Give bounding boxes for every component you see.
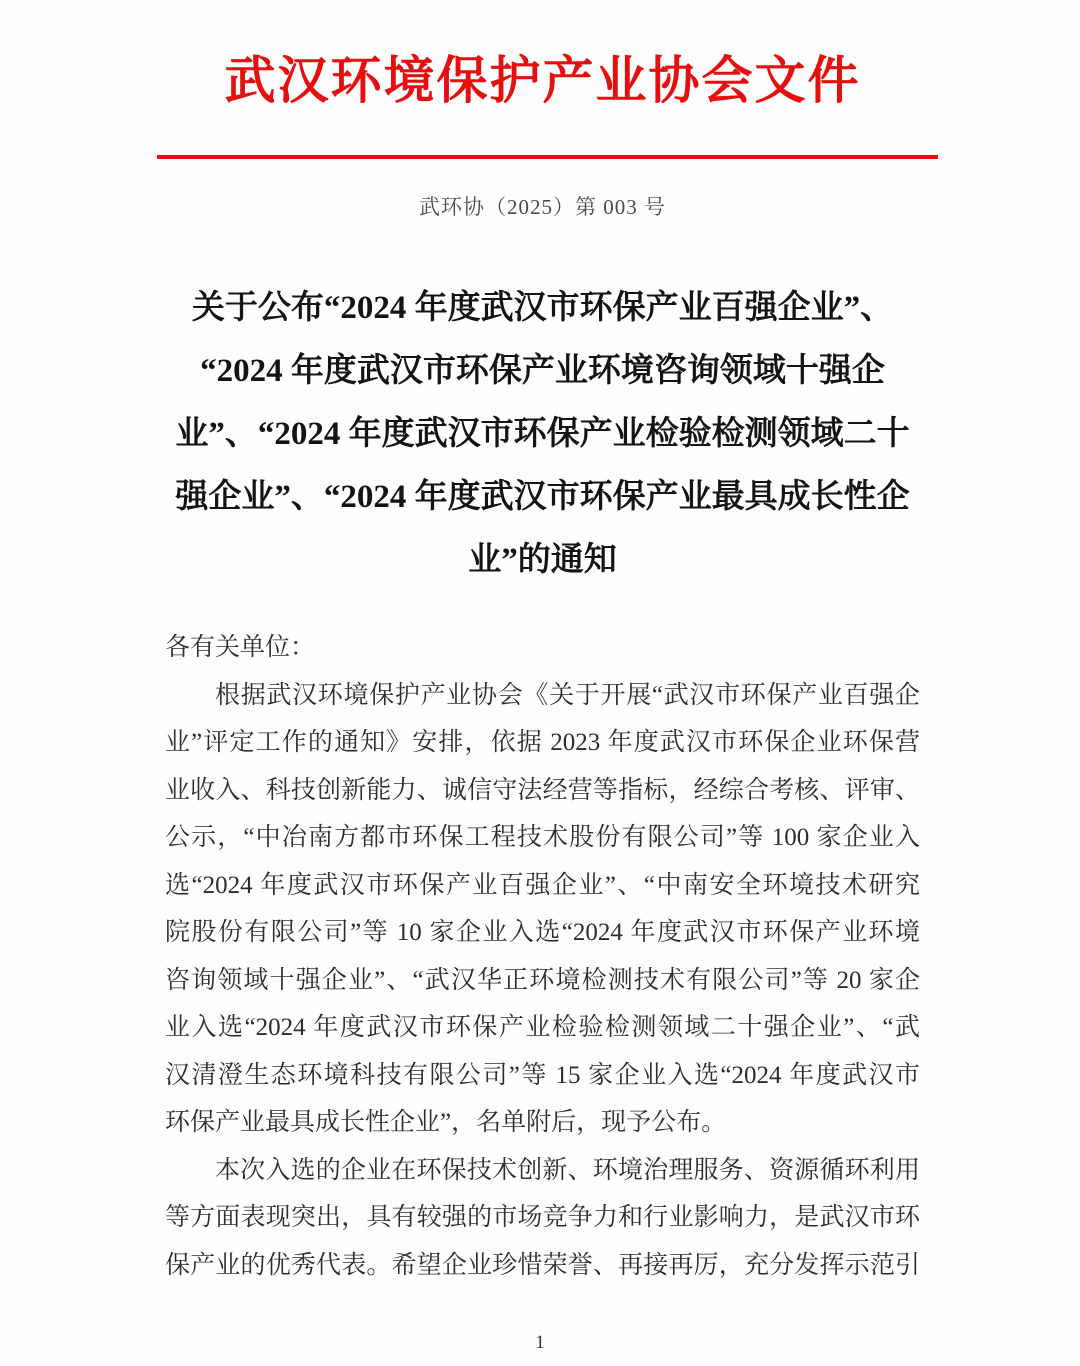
notice-title-line: 强企业”、“2024 年度武汉市环保产业最具成长性企 [175, 479, 910, 515]
body-line: 汉清澄生态环境科技有限公司”等 15 家企业入选“2024 年度武汉市 [165, 1061, 920, 1089]
body-line: 等方面表现突出，具有较强的市场竞争力和行业影响力，是武汉市环 [165, 1204, 920, 1231]
body-line: 根据武汉环境保护产业协会《关于开展“武汉市环保产业百强企 [215, 681, 920, 709]
body-line: 业收入、科技创新能力、诚信守法经营等指标，经综合考核、评审、 [165, 776, 920, 804]
body-line: 保产业的优秀代表。希望企业珍惜荣誉、再接再厉，充分发挥示范引 [165, 1251, 920, 1279]
body-line: 公示，“中冶南方都市环保工程技术股份有限公司”等 100 家企业入 [165, 824, 920, 851]
body-line: 业入选“2024 年度武汉市环保产业检验检测领域二十强企业”、“武 [165, 1014, 920, 1041]
notice-title-line: 业”、“2024 年度武汉市环保产业检验检测领域二十 [175, 416, 910, 452]
body-line: 业”评定工作的通知》安排，依据 2023 年度武汉市环保企业环保营 [165, 729, 920, 756]
letterhead-divider [157, 155, 938, 159]
body-line: 本次入选的企业在环保技术创新、环境治理服务、资源循环利用 [215, 1156, 920, 1184]
notice-title-line: “2024 年度武汉市环保产业环境咨询领域十强企 [200, 353, 885, 389]
body-line: 选“2024 年度武汉市环保产业百强企业”、“中南安全环境技术研究 [165, 871, 920, 899]
notice-title [165, 277, 920, 592]
letterhead-agency-title: 武汉环境保护产业协会文件 [224, 52, 861, 109]
page-number: 1 [535, 1332, 545, 1353]
notice-title-line: 关于公布“2024 年度武汉市环保产业百强企业”、 [191, 290, 894, 326]
salutation: 各有关单位： [165, 634, 316, 661]
body-line: 院股份有限公司”等 10 家企业入选“2024 年度武汉市环保产业环境 [165, 919, 920, 946]
notice-body [165, 624, 920, 1289]
body-line: 咨询领域十强企业”、“武汉华正环境检测技术有限公司”等 20 家企 [165, 966, 920, 994]
document-number: 武环协（2025）第 003 号 [419, 195, 666, 219]
notice-title-line: 业”的通知 [468, 542, 617, 578]
body-line: 环保产业最具成长性企业”，名单附后，现予公布。 [165, 1109, 727, 1136]
